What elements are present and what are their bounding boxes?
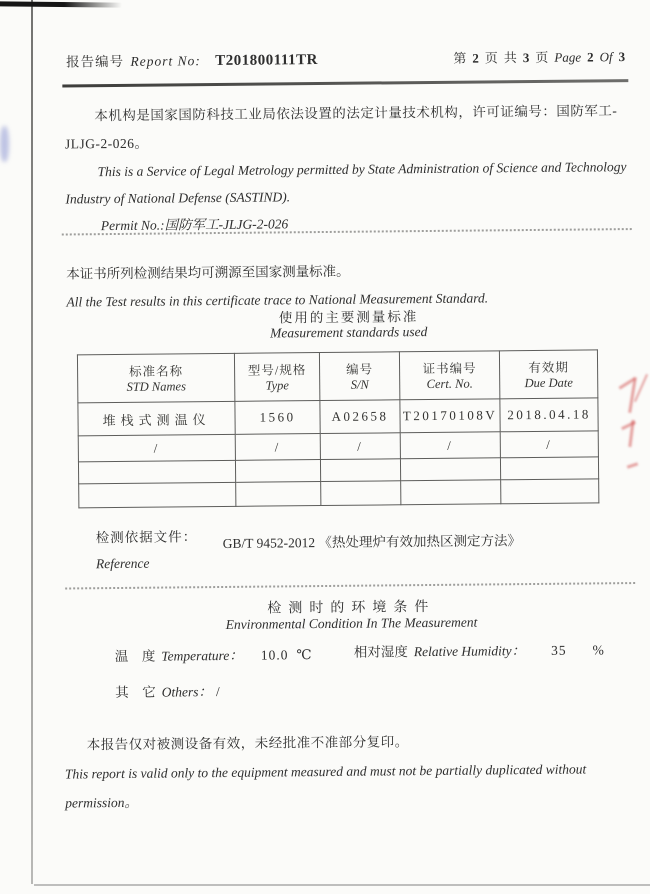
others-value: / (215, 684, 221, 700)
pagination-text: 页 (535, 49, 549, 65)
table-cell: / (320, 433, 400, 460)
pagination-text: 第 (453, 50, 467, 66)
table-cell (321, 481, 401, 506)
traceability-zh: 本证书所列检测结果均可溯源至国家测量标准。 (66, 263, 350, 282)
environment-title-zh: 检测时的环境条件 (267, 599, 436, 617)
page-number: 2 (472, 50, 479, 66)
table-header-cell: 型号/规格 Type (234, 353, 319, 402)
pagination (450, 46, 628, 67)
table-cell: / (500, 431, 598, 458)
report-no-label-zh: 报告编号 (66, 53, 125, 70)
temperature-row (115, 643, 312, 665)
humidity-row (354, 638, 604, 660)
others-label-en: Others： (161, 684, 212, 700)
standards-title-en: Measurement standards used (270, 324, 428, 341)
table-cell: / (235, 434, 320, 461)
temperature-unit: ℃ (296, 647, 312, 663)
humidity-unit: % (592, 642, 604, 658)
table-cell: 2018.04.18 (500, 398, 598, 432)
table-cell (235, 460, 320, 483)
pagination-text: 共 (503, 50, 517, 66)
total-pages: 3 (522, 50, 530, 66)
validity-note-zh: 本报告仅对被测设备有效，未经批准不准部分复印。 (86, 734, 409, 753)
reference-value: GB/T 9452-2012 《热处理炉有效加热区测定方法》 (222, 533, 522, 551)
table-cell (400, 458, 500, 481)
total-pages-en: 3 (618, 49, 626, 65)
validity-note (65, 725, 638, 817)
table-cell: A02658 (320, 400, 400, 434)
report-header (66, 45, 628, 71)
table-cell (401, 480, 501, 505)
traceability-en: All the Test results in this certificate trace to National Measurement Standard. (66, 290, 489, 310)
table-cell: 1560 (235, 401, 320, 435)
permit-number: Permit No.:国防军工-JLJG-2-026 (100, 216, 289, 234)
pagination-text: Of (599, 49, 613, 65)
validity-note-en: This report is valid only to the equipment measured and must not be partially duplicated without permission。 (64, 761, 587, 811)
pagination-text: Page (554, 49, 582, 65)
permit-statement-en: This is a Service of Legal Metrology permitted by State Administration of Science and Technology Industry of National Defense (SASTIND). (65, 159, 627, 207)
report-number (66, 48, 318, 71)
table-cell (500, 457, 598, 480)
report-no-label-en: Report No: (130, 53, 201, 69)
environment-title-en: Environmental Condition In The Measurement (225, 614, 478, 632)
table-cell: 堆栈式测温仪 (78, 401, 235, 436)
others-label-zh: 其 它 (115, 684, 156, 701)
table-row (78, 398, 598, 436)
page-number-en: 2 (587, 49, 594, 65)
pagination-text: 页 (484, 50, 498, 66)
reference-label-en: Reference (95, 555, 150, 572)
permit-section (65, 97, 630, 240)
table-header-cell: 标准名称 STD Names (77, 353, 234, 403)
humidity-value: 35 (551, 642, 567, 658)
temperature-value: 10.0 (260, 647, 289, 663)
standards-title-zh: 使用的主要测量标准 (278, 309, 419, 326)
table-cell (320, 459, 400, 482)
dotted-divider (65, 582, 635, 589)
others-row (115, 680, 221, 701)
table-header-row (77, 350, 597, 403)
humidity-label-en: Relative Humidity： (413, 643, 526, 660)
table-header-cell: 编号 S/N (319, 352, 399, 401)
temperature-label-zh: 温 度 (114, 648, 156, 665)
table-cell (501, 479, 599, 504)
temperature-label-en: Temperature： (161, 647, 243, 664)
table-cell: T20170108V (400, 399, 500, 433)
table-cell (79, 482, 236, 508)
table-header-cell: 有效期 Due Date (499, 350, 597, 399)
table-header-cell: 证书编号 Cert. No. (399, 351, 499, 400)
table-cell (78, 460, 235, 484)
table-cell (236, 482, 321, 507)
permit-statement-zh: 本机构是国家国防科技工业局依法设置的法定计量技术机构，许可证编号：国防军工-JLJG-2-026。 (64, 103, 618, 152)
reference-label-zh: 检测依据文件： (95, 529, 198, 546)
table-row (79, 479, 599, 508)
humidity-label-zh: 相对湿度 (353, 644, 408, 660)
header-rule (62, 79, 628, 87)
table-cell: / (78, 434, 235, 462)
measurement-standards-table (77, 349, 599, 508)
report-no-value: T201800111TR (215, 52, 319, 70)
table-cell: / (400, 432, 500, 459)
